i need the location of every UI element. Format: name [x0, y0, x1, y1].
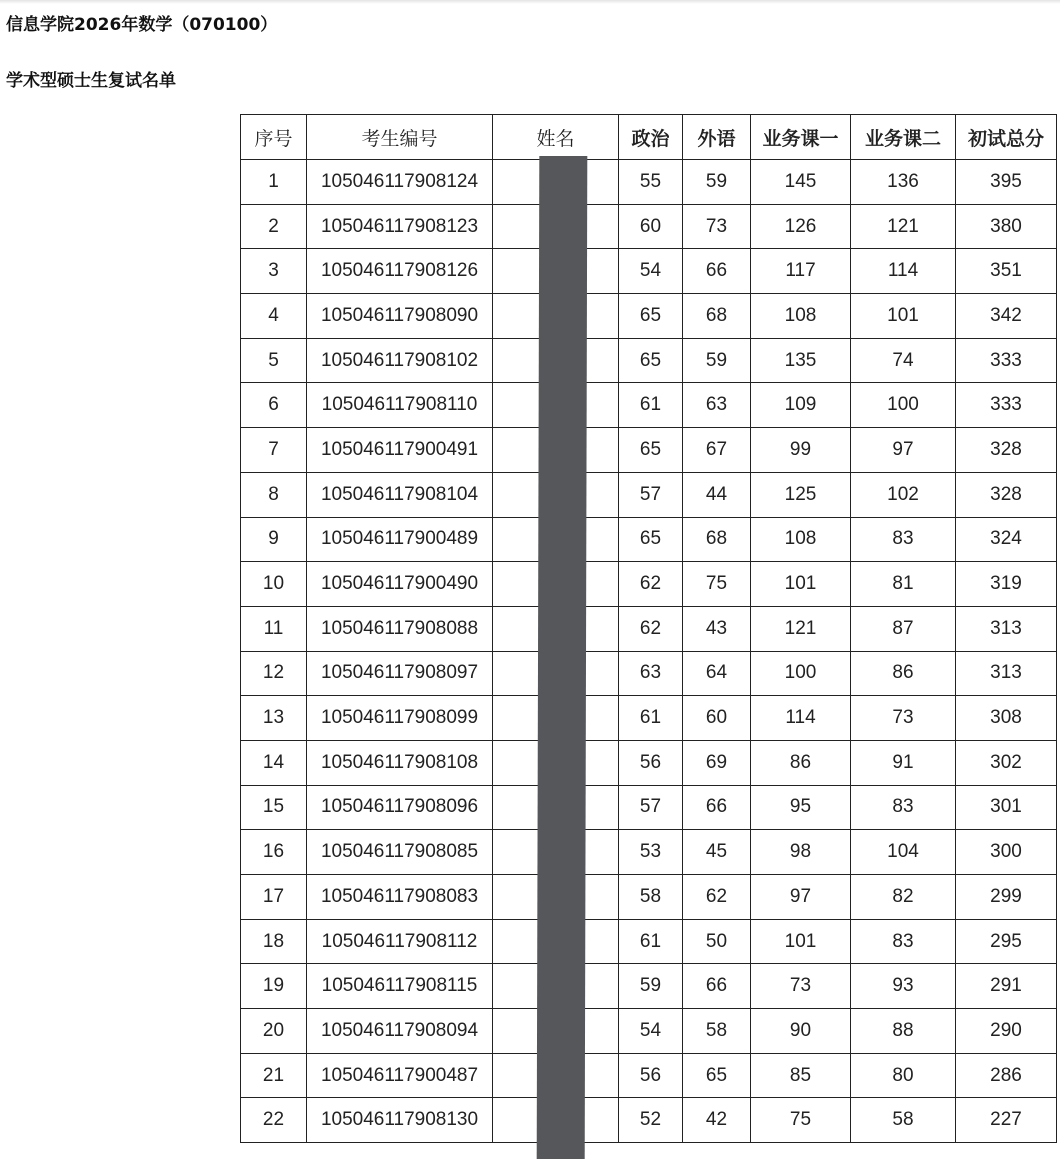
cell-candidate-id: 105046117900489	[307, 517, 493, 562]
header-candidate-id: 考生编号	[307, 115, 493, 160]
cell-total-score: 300	[956, 830, 1057, 875]
cell-course-two: 74	[851, 338, 956, 383]
table-row	[241, 383, 1057, 428]
cell-politics: 55	[619, 160, 683, 205]
cell-total-score: 286	[956, 1053, 1057, 1098]
cell-foreign-language: 68	[683, 517, 751, 562]
cell-course-one: 90	[751, 1009, 851, 1054]
cell-candidate-id: 105046117908099	[307, 696, 493, 741]
cell-course-one: 121	[751, 606, 851, 651]
cell-course-two: 82	[851, 875, 956, 920]
table-row	[241, 428, 1057, 473]
table-row	[241, 160, 1057, 205]
cell-foreign-language: 66	[683, 249, 751, 294]
cell-seq: 3	[241, 249, 307, 294]
cell-seq: 11	[241, 606, 307, 651]
cell-politics: 57	[619, 785, 683, 830]
cell-foreign-language: 65	[683, 1053, 751, 1098]
table-row	[241, 1053, 1057, 1098]
table-row	[241, 204, 1057, 249]
cell-seq: 5	[241, 338, 307, 383]
cell-politics: 58	[619, 875, 683, 920]
cell-politics: 54	[619, 1009, 683, 1054]
cell-total-score: 227	[956, 1098, 1057, 1143]
header-foreign-language: 外语	[683, 115, 751, 160]
cell-politics: 65	[619, 338, 683, 383]
cell-politics: 65	[619, 517, 683, 562]
cell-course-one: 100	[751, 651, 851, 696]
cell-candidate-id: 105046117900491	[307, 428, 493, 473]
cell-foreign-language: 67	[683, 428, 751, 473]
header-course-two: 业务课二	[851, 115, 956, 160]
cell-course-one: 95	[751, 785, 851, 830]
cell-course-two: 58	[851, 1098, 956, 1143]
cell-course-one: 98	[751, 830, 851, 875]
cell-foreign-language: 59	[683, 160, 751, 205]
cell-course-two: 93	[851, 964, 956, 1009]
cell-seq: 12	[241, 651, 307, 696]
cell-seq: 2	[241, 204, 307, 249]
cell-course-two: 87	[851, 606, 956, 651]
cell-foreign-language: 43	[683, 606, 751, 651]
cell-course-two: 73	[851, 696, 956, 741]
cell-course-one: 109	[751, 383, 851, 428]
cell-course-one: 86	[751, 740, 851, 785]
cell-total-score: 295	[956, 919, 1057, 964]
cell-foreign-language: 62	[683, 875, 751, 920]
cell-total-score: 333	[956, 338, 1057, 383]
cell-candidate-id: 105046117908097	[307, 651, 493, 696]
cell-foreign-language: 69	[683, 740, 751, 785]
cell-seq: 19	[241, 964, 307, 1009]
table-row	[241, 1098, 1057, 1143]
cell-foreign-language: 45	[683, 830, 751, 875]
cell-seq: 6	[241, 383, 307, 428]
header-name: 姓名	[493, 115, 619, 160]
cell-course-two: 86	[851, 651, 956, 696]
cell-politics: 63	[619, 651, 683, 696]
cell-course-two: 104	[851, 830, 956, 875]
cell-seq: 16	[241, 830, 307, 875]
page-subtitle: 学术型硕士生复试名单	[6, 71, 176, 91]
cell-course-two: 81	[851, 562, 956, 607]
cell-politics: 56	[619, 1053, 683, 1098]
cell-foreign-language: 66	[683, 785, 751, 830]
cell-foreign-language: 73	[683, 204, 751, 249]
header-course-one: 业务课一	[751, 115, 851, 160]
cell-politics: 62	[619, 606, 683, 651]
table-row	[241, 472, 1057, 517]
cell-course-one: 114	[751, 696, 851, 741]
cell-course-one: 135	[751, 338, 851, 383]
cell-total-score: 328	[956, 428, 1057, 473]
table-header-row	[241, 115, 1057, 160]
cell-foreign-language: 44	[683, 472, 751, 517]
cell-candidate-id: 105046117908108	[307, 740, 493, 785]
cell-course-one: 125	[751, 472, 851, 517]
cell-politics: 61	[619, 383, 683, 428]
cell-seq: 15	[241, 785, 307, 830]
cell-course-one: 85	[751, 1053, 851, 1098]
name-redaction-bar	[537, 156, 588, 1159]
cell-candidate-id: 105046117908090	[307, 294, 493, 339]
cell-total-score: 380	[956, 204, 1057, 249]
cell-course-two: 136	[851, 160, 956, 205]
cell-candidate-id: 105046117908115	[307, 964, 493, 1009]
cell-candidate-id: 105046117908104	[307, 472, 493, 517]
cell-foreign-language: 42	[683, 1098, 751, 1143]
cell-seq: 14	[241, 740, 307, 785]
cell-foreign-language: 58	[683, 1009, 751, 1054]
cell-seq: 22	[241, 1098, 307, 1143]
cell-course-two: 100	[851, 383, 956, 428]
cell-seq: 21	[241, 1053, 307, 1098]
cell-course-one: 73	[751, 964, 851, 1009]
cell-total-score: 299	[956, 875, 1057, 920]
cell-foreign-language: 63	[683, 383, 751, 428]
cell-foreign-language: 68	[683, 294, 751, 339]
table-row	[241, 562, 1057, 607]
cell-politics: 52	[619, 1098, 683, 1143]
cell-seq: 10	[241, 562, 307, 607]
cell-course-one: 101	[751, 919, 851, 964]
table-row	[241, 651, 1057, 696]
cell-seq: 9	[241, 517, 307, 562]
cell-seq: 20	[241, 1009, 307, 1054]
cell-politics: 56	[619, 740, 683, 785]
cell-total-score: 302	[956, 740, 1057, 785]
cell-total-score: 313	[956, 651, 1057, 696]
table-row	[241, 338, 1057, 383]
table-row	[241, 294, 1057, 339]
cell-course-one: 145	[751, 160, 851, 205]
cell-total-score: 328	[956, 472, 1057, 517]
header-politics: 政治	[619, 115, 683, 160]
cell-candidate-id: 105046117908124	[307, 160, 493, 205]
cell-course-one: 75	[751, 1098, 851, 1143]
cell-candidate-id: 105046117900490	[307, 562, 493, 607]
cell-seq: 13	[241, 696, 307, 741]
cell-candidate-id: 105046117908130	[307, 1098, 493, 1143]
cell-total-score: 290	[956, 1009, 1057, 1054]
cell-course-one: 108	[751, 294, 851, 339]
table-row	[241, 696, 1057, 741]
cell-foreign-language: 75	[683, 562, 751, 607]
cell-course-two: 121	[851, 204, 956, 249]
cell-seq: 8	[241, 472, 307, 517]
cell-politics: 61	[619, 919, 683, 964]
cell-politics: 57	[619, 472, 683, 517]
cell-candidate-id: 105046117908083	[307, 875, 493, 920]
cell-seq: 17	[241, 875, 307, 920]
table-row	[241, 740, 1057, 785]
table-row	[241, 785, 1057, 830]
table-row	[241, 919, 1057, 964]
header-total-score: 初试总分	[956, 115, 1057, 160]
cell-candidate-id: 105046117908096	[307, 785, 493, 830]
cell-course-one: 108	[751, 517, 851, 562]
cell-politics: 62	[619, 562, 683, 607]
cell-course-two: 101	[851, 294, 956, 339]
cell-politics: 54	[619, 249, 683, 294]
cell-seq: 1	[241, 160, 307, 205]
header-seq: 序号	[241, 115, 307, 160]
cell-course-one: 99	[751, 428, 851, 473]
cell-seq: 18	[241, 919, 307, 964]
cell-seq: 7	[241, 428, 307, 473]
page-title: 信息学院2026年数学（070100）	[6, 15, 278, 35]
candidate-table	[240, 114, 1057, 1143]
cell-course-two: 102	[851, 472, 956, 517]
cell-politics: 65	[619, 428, 683, 473]
cell-course-one: 126	[751, 204, 851, 249]
top-shadow-bar	[0, 0, 1060, 4]
cell-politics: 60	[619, 204, 683, 249]
cell-foreign-language: 66	[683, 964, 751, 1009]
table-row	[241, 964, 1057, 1009]
cell-course-one: 97	[751, 875, 851, 920]
cell-course-two: 88	[851, 1009, 956, 1054]
table-row	[241, 249, 1057, 294]
table-row	[241, 517, 1057, 562]
cell-course-two: 83	[851, 517, 956, 562]
cell-total-score: 324	[956, 517, 1057, 562]
cell-course-two: 83	[851, 785, 956, 830]
cell-candidate-id: 105046117908094	[307, 1009, 493, 1054]
cell-candidate-id: 105046117908110	[307, 383, 493, 428]
cell-foreign-language: 64	[683, 651, 751, 696]
cell-total-score: 395	[956, 160, 1057, 205]
cell-foreign-language: 50	[683, 919, 751, 964]
cell-candidate-id: 105046117908085	[307, 830, 493, 875]
cell-course-one: 117	[751, 249, 851, 294]
cell-candidate-id: 105046117908123	[307, 204, 493, 249]
cell-total-score: 291	[956, 964, 1057, 1009]
cell-politics: 65	[619, 294, 683, 339]
cell-seq: 4	[241, 294, 307, 339]
cell-candidate-id: 105046117908112	[307, 919, 493, 964]
cell-total-score: 301	[956, 785, 1057, 830]
cell-total-score: 333	[956, 383, 1057, 428]
cell-politics: 59	[619, 964, 683, 1009]
cell-course-one: 101	[751, 562, 851, 607]
cell-candidate-id: 105046117908088	[307, 606, 493, 651]
cell-total-score: 351	[956, 249, 1057, 294]
cell-foreign-language: 60	[683, 696, 751, 741]
cell-candidate-id: 105046117900487	[307, 1053, 493, 1098]
cell-total-score: 313	[956, 606, 1057, 651]
cell-course-two: 97	[851, 428, 956, 473]
table-row	[241, 1009, 1057, 1054]
cell-course-two: 91	[851, 740, 956, 785]
cell-course-two: 80	[851, 1053, 956, 1098]
cell-candidate-id: 105046117908102	[307, 338, 493, 383]
cell-candidate-id: 105046117908126	[307, 249, 493, 294]
table-row	[241, 606, 1057, 651]
cell-total-score: 342	[956, 294, 1057, 339]
table-row	[241, 830, 1057, 875]
cell-foreign-language: 59	[683, 338, 751, 383]
cell-total-score: 319	[956, 562, 1057, 607]
cell-politics: 61	[619, 696, 683, 741]
cell-politics: 53	[619, 830, 683, 875]
cell-total-score: 308	[956, 696, 1057, 741]
cell-course-two: 83	[851, 919, 956, 964]
cell-course-two: 114	[851, 249, 956, 294]
table-row	[241, 875, 1057, 920]
